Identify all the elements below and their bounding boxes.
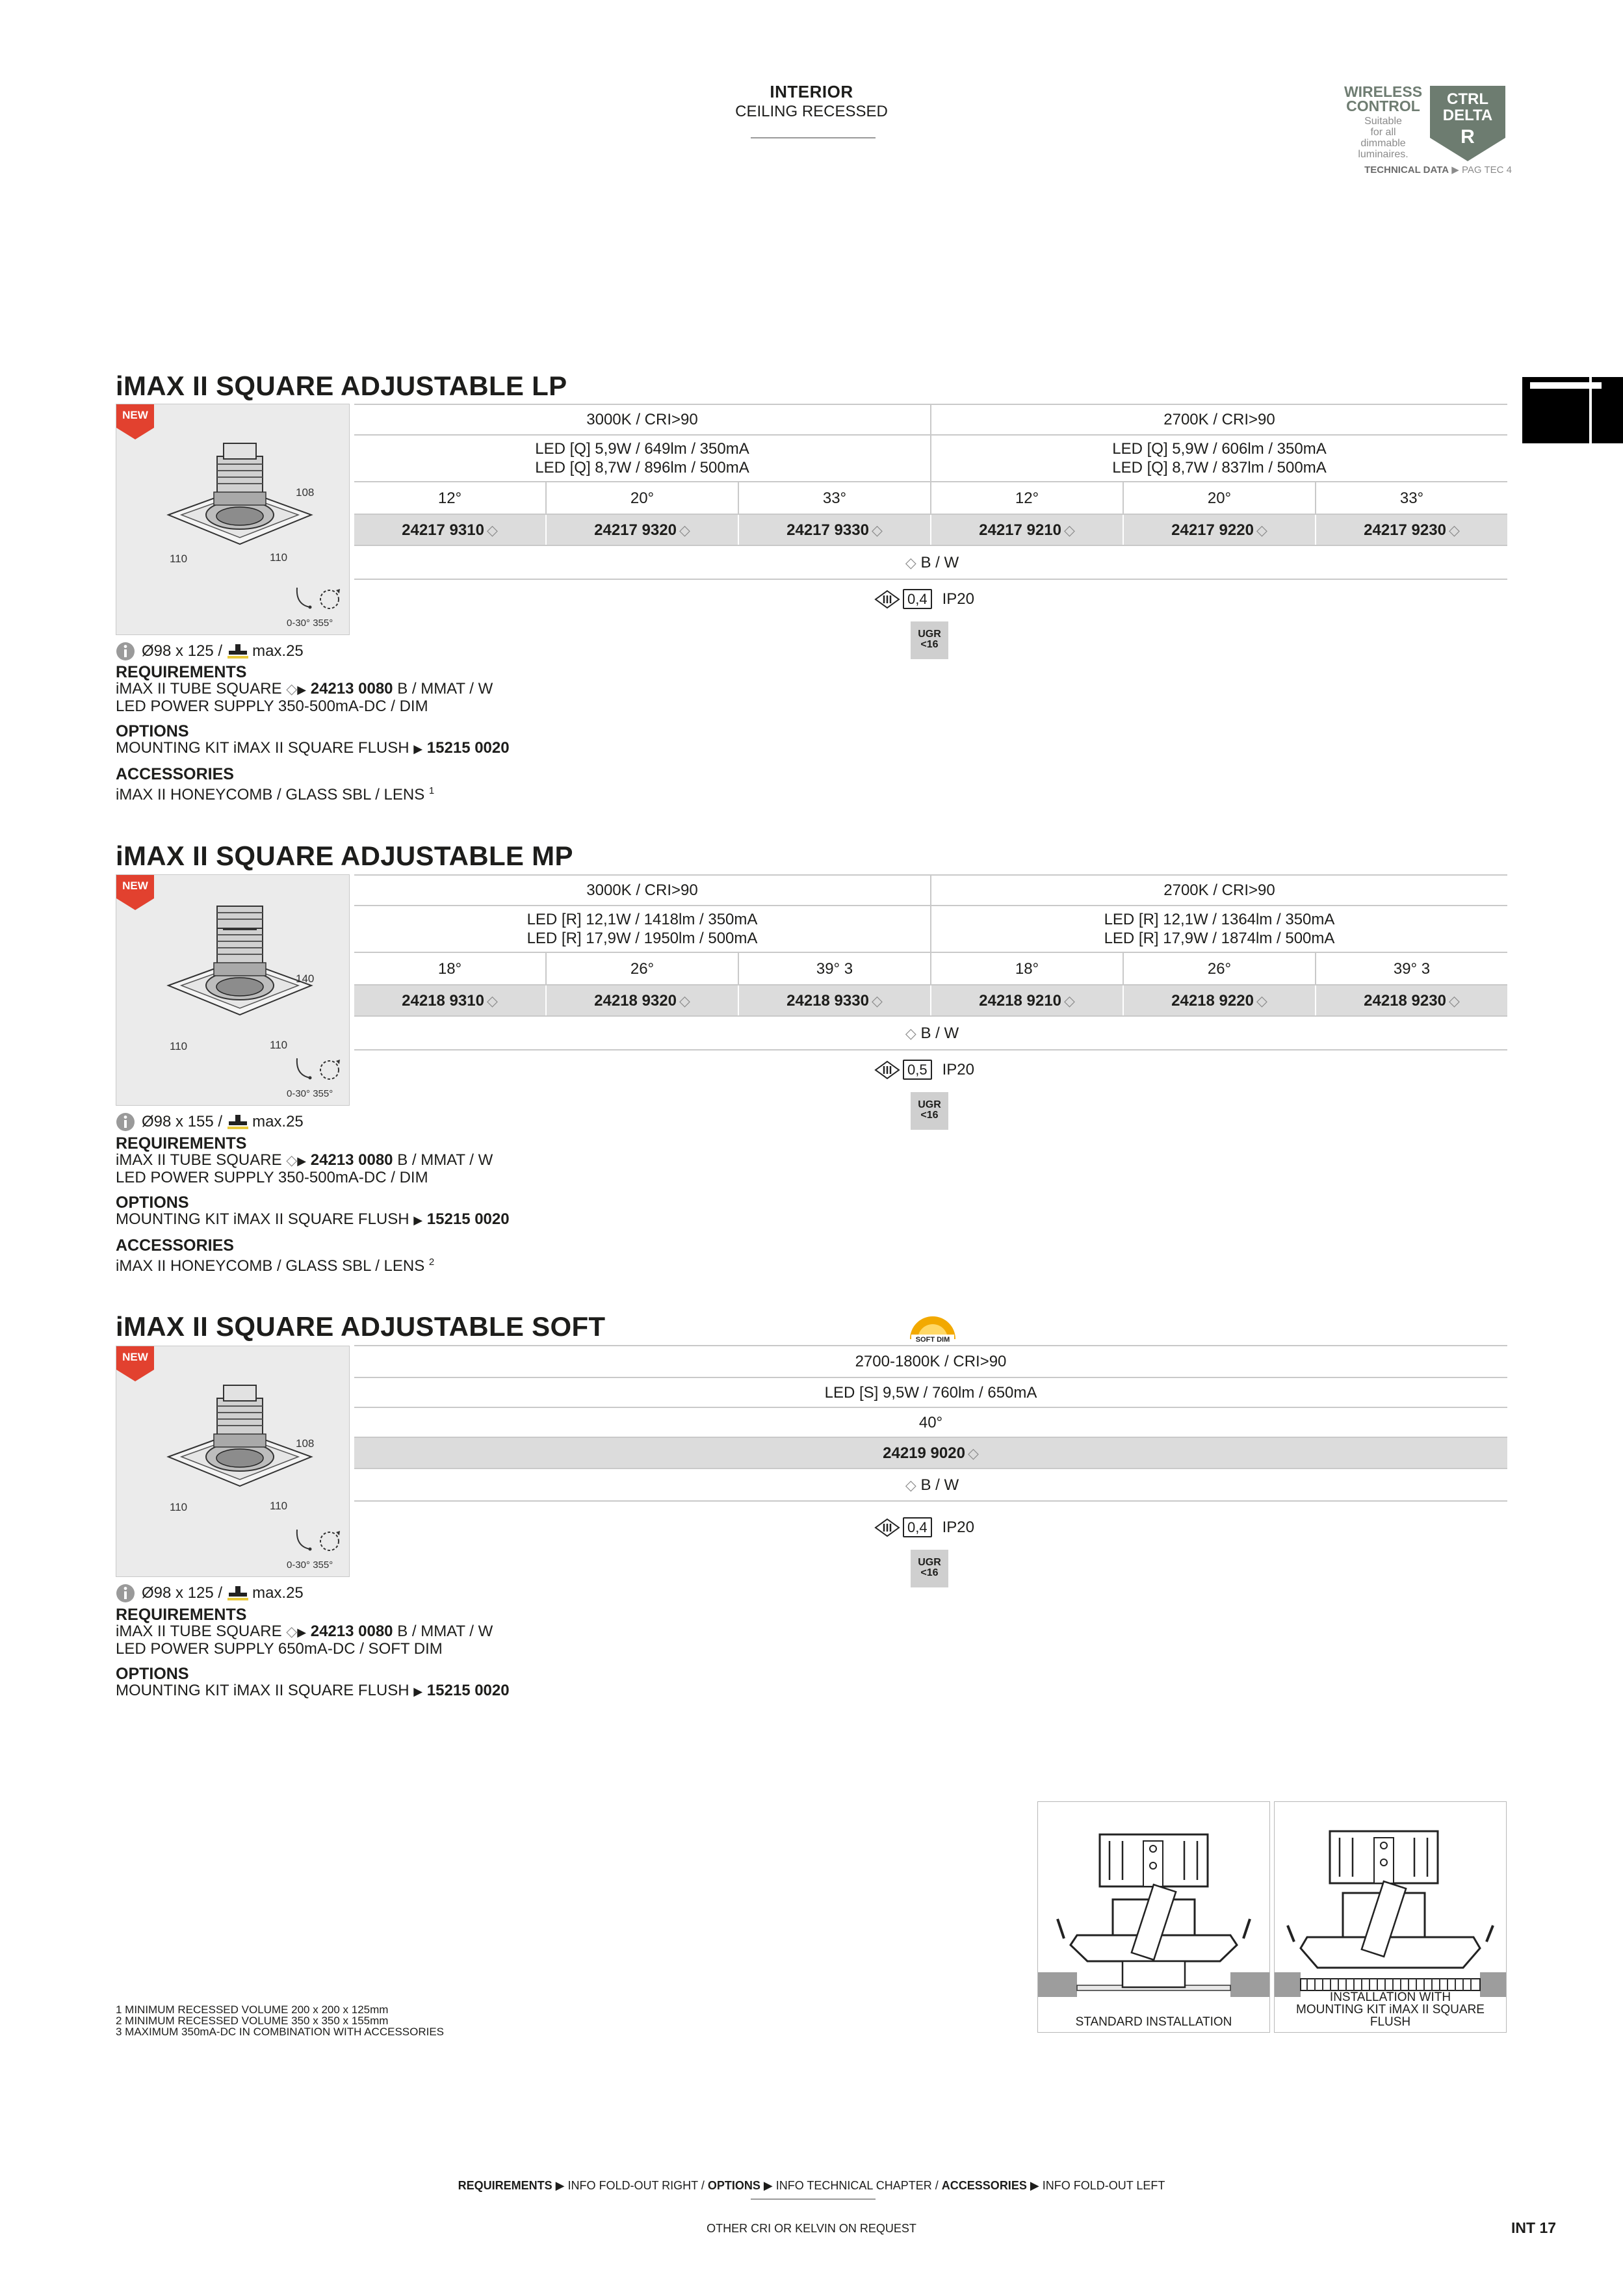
footer-note: OTHER CRI OR KELVIN ON REQUEST <box>707 2222 916 2235</box>
product-image-lp <box>116 404 350 635</box>
product-code-text: 24217 9310 <box>402 521 484 539</box>
product-code[interactable] <box>930 515 1123 545</box>
spec-table-soft <box>354 1345 1507 1502</box>
beam-angle: 26° <box>1123 953 1315 984</box>
product-code[interactable] <box>738 985 930 1015</box>
product-code[interactable] <box>354 515 545 545</box>
finish-text: B / W <box>920 1476 959 1494</box>
new-badge-icon <box>116 1346 155 1381</box>
tilt-rotation-icon <box>293 1050 345 1087</box>
diamond-icon: ◇ <box>1063 992 1075 1009</box>
req-finish: B / MMAT / W <box>397 680 493 698</box>
led-spec <box>930 906 1507 952</box>
wireless-title-1: WIRELESS <box>1344 83 1423 100</box>
option-item: MOUNTING KIT iMAX II SQUARE FLUSH <box>116 739 409 757</box>
beam-angle: 12° <box>930 482 1123 514</box>
requirement-line: LED POWER SUPPLY 650mA-DC / SOFT DIM <box>116 1640 443 1658</box>
diamond-icon: ◇ <box>286 1623 298 1639</box>
arrow-right-icon: ▶ <box>1451 164 1459 176</box>
ugr-label: UGR <box>918 1557 941 1568</box>
shield-line-3: R <box>1461 126 1475 148</box>
diamond-icon: ◇ <box>286 1152 298 1168</box>
finish-row <box>354 1017 1507 1049</box>
led-spec-line: LED [R] 17,9W / 1950lm / 500mA <box>526 930 758 947</box>
height-dim: 140 <box>296 972 315 985</box>
spec-table-mp <box>354 874 1507 1050</box>
ugr-icon <box>911 621 948 659</box>
accessory-item: iMAX II HONEYCOMB / GLASS SBL / LENS <box>116 786 425 803</box>
beam-angle: 26° <box>545 953 738 984</box>
section-title-soft: iMAX II SQUARE ADJUSTABLE SOFT <box>116 1311 606 1342</box>
footer-navigation <box>0 2179 1623 2193</box>
product-code-text: 24217 9220 <box>1171 521 1254 539</box>
soft-dim-icon <box>905 1313 961 1344</box>
width-dim-1: 110 <box>170 553 188 565</box>
diamond-icon: ◇ <box>1063 521 1075 538</box>
product-code-text: 24218 9310 <box>402 991 484 1010</box>
req-finish: B / MMAT / W <box>397 1623 493 1640</box>
lamp-max: max.25 <box>252 1584 304 1602</box>
led-spec <box>354 906 930 952</box>
ugr-value: <16 <box>920 1110 939 1121</box>
technical-data-ref[interactable] <box>1343 164 1512 176</box>
insulation-class-iii-icon <box>874 590 900 609</box>
options-heading: OPTIONS <box>116 722 189 740</box>
wireless-title-2: CONTROL <box>1346 98 1420 114</box>
dimensions-line-soft <box>116 1584 304 1603</box>
finish-row <box>354 546 1507 579</box>
arrow-right-icon: ▶ <box>297 1155 307 1168</box>
option-item: MOUNTING KIT iMAX II SQUARE FLUSH <box>116 1210 409 1228</box>
diamond-icon: ◇ <box>1256 992 1267 1009</box>
dimensions-line-lp <box>116 642 304 661</box>
led-spec-line: LED [Q] 5,9W / 606lm / 350mA <box>1112 440 1327 458</box>
standard-installation-drawing <box>1037 1801 1270 2033</box>
shield-line-1: CTRL <box>1447 90 1488 108</box>
footer-divider <box>751 2198 876 2200</box>
arrow-right-icon: ▶ <box>1030 2179 1039 2192</box>
diamond-icon: ◇ <box>871 992 883 1009</box>
kit-installation-drawing <box>1274 1801 1507 2033</box>
option-line <box>116 1211 510 1229</box>
req-finish: B / MMAT / W <box>397 1151 493 1169</box>
led-spec <box>930 436 1507 481</box>
diamond-icon: ◇ <box>486 992 498 1009</box>
installation-diagram <box>1038 1802 1269 1997</box>
ugr-label: UGR <box>918 629 941 640</box>
dimensions-line-mp <box>116 1112 304 1132</box>
diamond-icon: ◇ <box>679 521 690 538</box>
tech-icons-lp <box>874 589 974 609</box>
product-code-text: 24217 9230 <box>1364 521 1446 539</box>
req-code[interactable]: 24213 0080 <box>310 1623 393 1640</box>
finish-text: B / W <box>920 553 959 571</box>
req-code[interactable]: 24213 0080 <box>310 680 393 698</box>
new-badge-icon <box>116 875 155 910</box>
option-code[interactable]: 15215 0020 <box>426 739 510 757</box>
wireless-sub-2: for all <box>1370 127 1396 138</box>
wireless-sub-3: dimmable <box>1360 138 1406 149</box>
req-code[interactable]: 24213 0080 <box>310 1151 393 1169</box>
ip-rating: IP20 <box>942 1060 974 1078</box>
kit-caption-line: MOUNTING KIT iMAX II SQUARE FLUSH <box>1296 2003 1485 2029</box>
requirements-block-soft <box>116 1607 510 1700</box>
kit-caption-line: INSTALLATION WITH <box>1329 1990 1451 2004</box>
product-code[interactable] <box>1123 515 1315 545</box>
product-image-mp <box>116 874 350 1106</box>
product-code[interactable] <box>545 985 738 1015</box>
new-badge-icon <box>116 404 155 439</box>
accessory-item: iMAX II HONEYCOMB / GLASS SBL / LENS <box>116 1257 425 1275</box>
beam-angle: 18° <box>437 959 462 978</box>
installation-diagram <box>1275 1802 1506 1997</box>
diamond-icon: ◇ <box>905 554 916 571</box>
led-spec-line: LED [Q] 8,7W / 837lm / 500mA <box>1112 459 1327 476</box>
tech-icons-soft <box>874 1517 974 1537</box>
subcategory-title: CEILING RECESSED <box>735 103 888 120</box>
footer-opt-label[interactable]: OPTIONS <box>707 2179 760 2192</box>
group-header: 2700K / CRI>90 <box>930 876 1507 905</box>
req-item: iMAX II TUBE SQUARE <box>116 680 282 698</box>
insulation-class-iii-icon <box>874 1060 900 1080</box>
diamond-icon: ◇ <box>286 681 298 697</box>
options-heading: OPTIONS <box>116 1194 189 1212</box>
diamond-icon: ◇ <box>1448 521 1460 538</box>
info-icon <box>116 642 135 661</box>
header-divider <box>751 137 876 138</box>
product-code[interactable] <box>738 515 930 545</box>
arrow-right-icon: ▶ <box>297 1626 307 1639</box>
angle-dim: 0-30° 355° <box>287 1559 333 1571</box>
diamond-icon: ◇ <box>486 521 498 538</box>
ctrl-delta-shield-icon <box>1429 85 1507 163</box>
led-spec-line: LED [Q] 8,7W / 896lm / 500mA <box>535 459 749 476</box>
product-code-text: 24218 9320 <box>594 991 677 1010</box>
group-header: 3000K / CRI>90 <box>586 881 698 899</box>
group-header: 2700-1800K / CRI>90 <box>855 1353 1007 1370</box>
requirements-block-mp <box>116 1136 510 1274</box>
product-code-text: 24218 9330 <box>786 991 869 1010</box>
lamp-icon <box>226 1114 250 1130</box>
footnote: 2 MINIMUM RECESSED VOLUME 350 x 350 x 155mm <box>116 2015 389 2027</box>
product-code-text: 24217 9320 <box>594 521 677 539</box>
section-title-mp: iMAX II SQUARE ADJUSTABLE MP <box>116 841 573 871</box>
option-code[interactable]: 15215 0020 <box>426 1682 510 1699</box>
beam-angle: 20° <box>1123 482 1315 514</box>
beam-angle: 39° 3 <box>1315 953 1507 984</box>
product-code[interactable] <box>354 985 545 1015</box>
diamond-icon: ◇ <box>905 1476 916 1493</box>
product-code[interactable] <box>354 1438 1507 1468</box>
width-dim-2: 110 <box>270 1039 288 1051</box>
footer-opt-text: INFO TECHNICAL CHAPTER / <box>775 2179 939 2192</box>
technical-data-page: PAG TEC 4 <box>1462 164 1512 176</box>
diamond-icon: ◇ <box>967 1444 979 1461</box>
weight-box: 0,4 <box>903 1517 932 1537</box>
req-item: iMAX II TUBE SQUARE <box>116 1623 282 1640</box>
group-header: 3000K / CRI>90 <box>586 411 698 428</box>
diamond-icon: ◇ <box>1256 521 1267 538</box>
ugr-value: <16 <box>920 1567 939 1578</box>
arrow-right-icon: ▶ <box>413 742 423 755</box>
arrow-right-icon: ▶ <box>763 2179 773 2192</box>
diamond-icon: ◇ <box>1448 992 1460 1009</box>
requirement-line <box>116 681 510 698</box>
led-spec-line: LED [R] 12,1W / 1418lm / 350mA <box>526 911 758 928</box>
led-spec-line: LED [R] 12,1W / 1364lm / 350mA <box>1104 911 1335 928</box>
arrow-right-icon: ▶ <box>555 2179 565 2192</box>
wireless-sub-4: luminaires. <box>1358 149 1409 160</box>
standard-installation-caption: STANDARD INSTALLATION <box>1075 2015 1232 2029</box>
weight-box: 0,4 <box>903 589 932 609</box>
width-dim-1: 110 <box>170 1501 188 1513</box>
beam-angle: 33° <box>738 482 930 514</box>
wireless-control-label <box>1342 85 1425 160</box>
accessories-heading: ACCESSORIES <box>116 765 234 783</box>
accessories-heading: ACCESSORIES <box>116 1236 234 1255</box>
spec-table-lp <box>354 404 1507 580</box>
product-code[interactable] <box>930 985 1123 1015</box>
insulation-class-iii-icon <box>874 1518 900 1537</box>
technical-data-label: TECHNICAL DATA <box>1364 164 1449 176</box>
ip-rating: IP20 <box>942 1518 974 1536</box>
requirement-line <box>116 1152 510 1169</box>
size-text: Ø98 x 125 / <box>142 1584 223 1602</box>
tilt-rotation-icon <box>293 1522 345 1558</box>
lamp-icon <box>226 643 250 660</box>
finish-row <box>354 1469 1507 1500</box>
tech-icons-mp <box>874 1060 974 1080</box>
group-header: 2700K / CRI>90 <box>930 405 1507 434</box>
product-code-text: 24218 9230 <box>1364 991 1446 1010</box>
lamp-icon <box>226 1585 250 1602</box>
led-spec: LED [S] 9,5W / 760lm / 650mA <box>824 1383 1037 1402</box>
arrow-right-icon: ▶ <box>297 683 307 696</box>
diamond-icon: ◇ <box>905 1024 916 1041</box>
footer-req-text: INFO FOLD-OUT RIGHT / <box>567 2179 705 2192</box>
ugr-icon <box>911 1550 948 1587</box>
angle-dim: 0-30° 355° <box>287 1088 333 1099</box>
info-icon <box>116 1112 135 1132</box>
product-code[interactable] <box>1123 985 1315 1015</box>
option-line <box>116 1682 510 1700</box>
width-dim-2: 110 <box>270 1500 288 1512</box>
finish-text: B / W <box>920 1024 959 1042</box>
footer-req-label[interactable]: REQUIREMENTS <box>458 2179 552 2192</box>
req-item: iMAX II TUBE SQUARE <box>116 1151 282 1169</box>
width-dim-1: 110 <box>170 1040 188 1052</box>
option-line <box>116 740 510 757</box>
product-code-text: 24219 9020 <box>883 1444 965 1462</box>
chapter-tab <box>1522 377 1623 443</box>
requirement-line: LED POWER SUPPLY 350-500mA-DC / DIM <box>116 1169 428 1186</box>
product-code[interactable] <box>1315 985 1507 1015</box>
kit-installation-caption <box>1275 1991 1506 2028</box>
angle-dim: 0-30° 355° <box>287 618 333 629</box>
product-code-text: 24218 9210 <box>979 991 1061 1010</box>
info-icon <box>116 1584 135 1603</box>
footnote-ref: 1 <box>428 785 435 796</box>
accessory-line <box>116 783 510 803</box>
product-image-soft <box>116 1346 350 1577</box>
footnote-ref: 2 <box>428 1257 435 1268</box>
ugr-value: <16 <box>920 639 939 650</box>
size-text: Ø98 x 125 / <box>142 642 223 660</box>
soft-dim-text: SOFT DIM <box>915 1336 950 1344</box>
requirements-heading: REQUIREMENTS <box>116 1134 247 1153</box>
diamond-icon: ◇ <box>871 521 883 538</box>
beam-angle: 33° <box>1315 482 1507 514</box>
height-dim: 108 <box>296 486 315 499</box>
footnote: 3 MAXIMUM 350mA-DC IN COMBINATION WITH ACCESSORIES <box>116 2026 445 2038</box>
category-title: INTERIOR <box>770 82 853 101</box>
lamp-max: max.25 <box>252 642 304 660</box>
beam-angle: 39° 3 <box>738 953 930 984</box>
ugr-label: UGR <box>918 1099 941 1110</box>
product-code-text: 24217 9330 <box>786 521 869 539</box>
diamond-icon: ◇ <box>679 992 690 1009</box>
options-heading: OPTIONS <box>116 1665 189 1683</box>
arrow-right-icon: ▶ <box>413 1214 423 1227</box>
wireless-sub-1: Suitable <box>1364 116 1402 127</box>
product-code-text: 24217 9210 <box>979 521 1061 539</box>
height-dim: 108 <box>296 1437 315 1450</box>
led-spec-line: LED [Q] 5,9W / 649lm / 350mA <box>535 440 749 458</box>
beam-angle: 20° <box>545 482 738 514</box>
shield-line-2: DELTA <box>1442 107 1493 124</box>
tilt-rotation-icon <box>293 580 345 616</box>
ugr-icon <box>911 1092 948 1130</box>
new-badge-text: NEW <box>122 1351 148 1363</box>
footnotes <box>116 2004 444 2037</box>
beam-angle: 12° <box>437 489 462 507</box>
beam-angle: 18° <box>930 953 1123 984</box>
new-badge-text: NEW <box>122 409 148 421</box>
size-text: Ø98 x 155 / <box>142 1113 223 1130</box>
requirement-line: LED POWER SUPPLY 350-500mA-DC / DIM <box>116 698 428 715</box>
section-title-lp: iMAX II SQUARE ADJUSTABLE LP <box>116 371 567 401</box>
led-spec-line: LED [R] 17,9W / 1874lm / 500mA <box>1104 930 1335 947</box>
product-code-text: 24218 9220 <box>1171 991 1254 1010</box>
accessory-line <box>116 1254 510 1274</box>
product-code[interactable] <box>545 515 738 545</box>
beam-angle: 40° <box>918 1413 943 1431</box>
ip-rating: IP20 <box>942 590 974 608</box>
requirements-heading: REQUIREMENTS <box>116 663 247 681</box>
led-spec <box>354 436 930 481</box>
footer-acc-label[interactable]: ACCESSORIES <box>941 2179 1027 2192</box>
requirements-heading: REQUIREMENTS <box>116 1606 247 1624</box>
weight-box: 0,5 <box>903 1060 932 1080</box>
new-badge-text: NEW <box>122 880 148 892</box>
option-item: MOUNTING KIT iMAX II SQUARE FLUSH <box>116 1682 409 1699</box>
footer-acc-text: INFO FOLD-OUT LEFT <box>1042 2179 1165 2192</box>
requirement-line <box>116 1623 510 1641</box>
lamp-max: max.25 <box>252 1113 304 1130</box>
arrow-right-icon: ▶ <box>413 1685 423 1698</box>
requirements-block-lp <box>116 664 510 803</box>
footnote: 1 MINIMUM RECESSED VOLUME 200 x 200 x 125mm <box>116 2003 389 2016</box>
width-dim-2: 110 <box>270 551 288 564</box>
option-code[interactable]: 15215 0020 <box>426 1210 510 1228</box>
product-code[interactable] <box>1315 515 1507 545</box>
page-number: INT 17 <box>1511 2219 1557 2236</box>
